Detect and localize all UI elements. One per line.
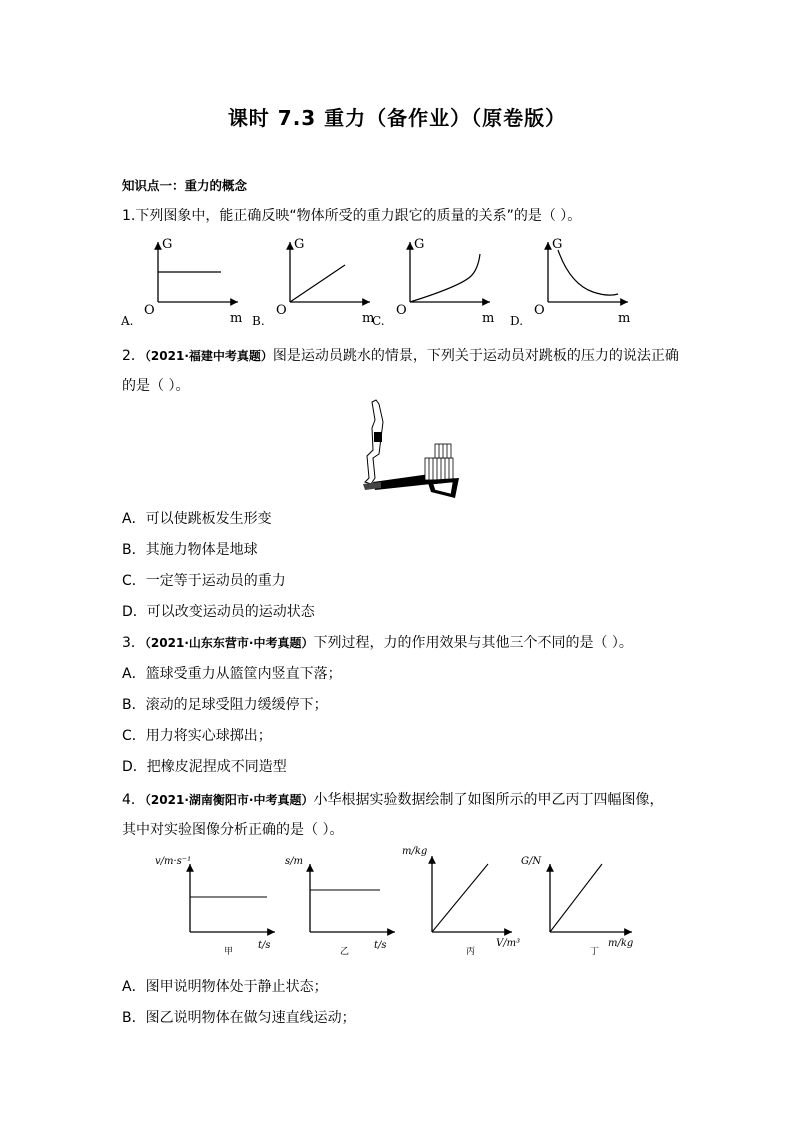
q4-option-b: B．图乙说明物体在做匀速直线运动； [122,1010,356,1026]
graph-jia [155,856,275,957]
graph-b-xlabel: m [362,311,375,326]
graph-d-ylabel: G [552,237,563,252]
q3-number: 3． [122,635,145,651]
graph-a-xlabel: m [230,311,243,326]
graph-ding-line [550,864,602,932]
graph-b [252,237,374,328]
graph-jia-ylabel: v/m·s⁻¹ [155,856,192,867]
graph-a-ylabel: G [162,237,173,252]
q3-line [122,632,633,652]
q3-option-c: C．用力将实心球掷出； [122,728,272,744]
q2-text: 图是运动员跳水的情景，下列关于运动员对跳板的压力的说法正确 [272,348,679,364]
q4-source: （2021·湖南衡阳市·中考真题） [144,793,314,807]
q4-text: 小华根据实验数据绘制了如图所示的甲乙丙丁四幅图像， [313,792,664,808]
graph-d-curve [558,250,618,295]
q3-option-d: D．把橡皮泥捏成不同造型 [122,759,287,775]
q3-source: （2021·山东东营市·中考真题） [144,636,314,650]
q1-graphs [118,232,648,332]
q2-line1 [122,345,679,365]
graph-a-origin: O [144,303,155,318]
graph-yi [285,856,395,957]
q2-option-a: A．可以使跳板发生形变 [122,511,272,527]
q2-line2: 的是（ ）。 [122,378,190,394]
q3-option-a: A．篮球受重力从篮筐内竖直下落； [122,666,342,682]
q4-option-a: A．图甲说明物体处于静止状态； [122,979,328,995]
q2-option-b: B．其施力物体是地球 [122,542,258,558]
graph-ding-caption: 丁 [590,947,600,957]
graph-d-origin: O [534,303,545,318]
graph-c-origin: O [396,303,407,318]
option-d-letter: D. [510,314,524,328]
q2-option-d: D．可以改变运动员的运动状态 [122,604,315,620]
graph-bing-ylabel: m/kg [402,846,428,857]
option-b-letter: B. [252,314,265,328]
q2-source: （2021·福建中考真题） [144,349,273,363]
q4-number: 4． [122,792,145,808]
graph-d-xlabel: m [618,311,631,326]
q2-option-c: C．一定等于运动员的重力 [122,573,286,589]
graph-yi-caption: 乙 [340,947,350,957]
graph-jia-caption: 甲 [224,947,234,957]
graph-yi-xlabel: t/s [374,940,387,951]
graph-c-curve [410,254,480,302]
graph-jia-xlabel: t/s [258,940,271,951]
q4-line1 [122,789,663,809]
graph-bing-caption: 丙 [466,947,476,957]
graph-ding-ylabel: G/N [521,856,542,867]
graph-bing-xlabel: V/m³ [496,938,521,949]
graph-b-origin: O [276,303,287,318]
option-c-letter: C. [372,314,385,328]
q1-text: 1.下列图象中，能正确反映“物体所受的重力跟它的质量的关系”的是（ ）。 [122,208,582,224]
graph-c [372,237,494,328]
q3-option-b: B．滚动的足球受阻力缓缓停下； [122,697,328,713]
graph-c-xlabel: m [482,311,495,326]
graph-a [120,237,242,328]
q4-graphs [150,842,650,962]
graph-b-curve [290,265,345,302]
graph-c-ylabel: G [414,237,425,252]
section-heading: 知识点一：重力的概念 [122,178,248,193]
q2-number: 2． [122,348,145,364]
graph-d [510,237,630,328]
graph-b-ylabel: G [294,237,305,252]
graph-bing-line [432,864,488,932]
graph-yi-ylabel: s/m [285,856,303,867]
diver-illustration [355,398,465,502]
graph-ding-xlabel: m/kg [608,938,634,949]
q3-text: 下列过程，力的作用效果与其他三个不同的是（ ）。 [313,635,633,651]
page-title: 课时 7.3 重力（备作业）（原卷版） [227,106,567,130]
q4-line2: 其中对实验图像分析正确的是（ ）。 [122,822,344,838]
option-a-letter: A. [121,314,134,328]
graph-bing [402,846,520,957]
graph-ding [521,856,633,957]
